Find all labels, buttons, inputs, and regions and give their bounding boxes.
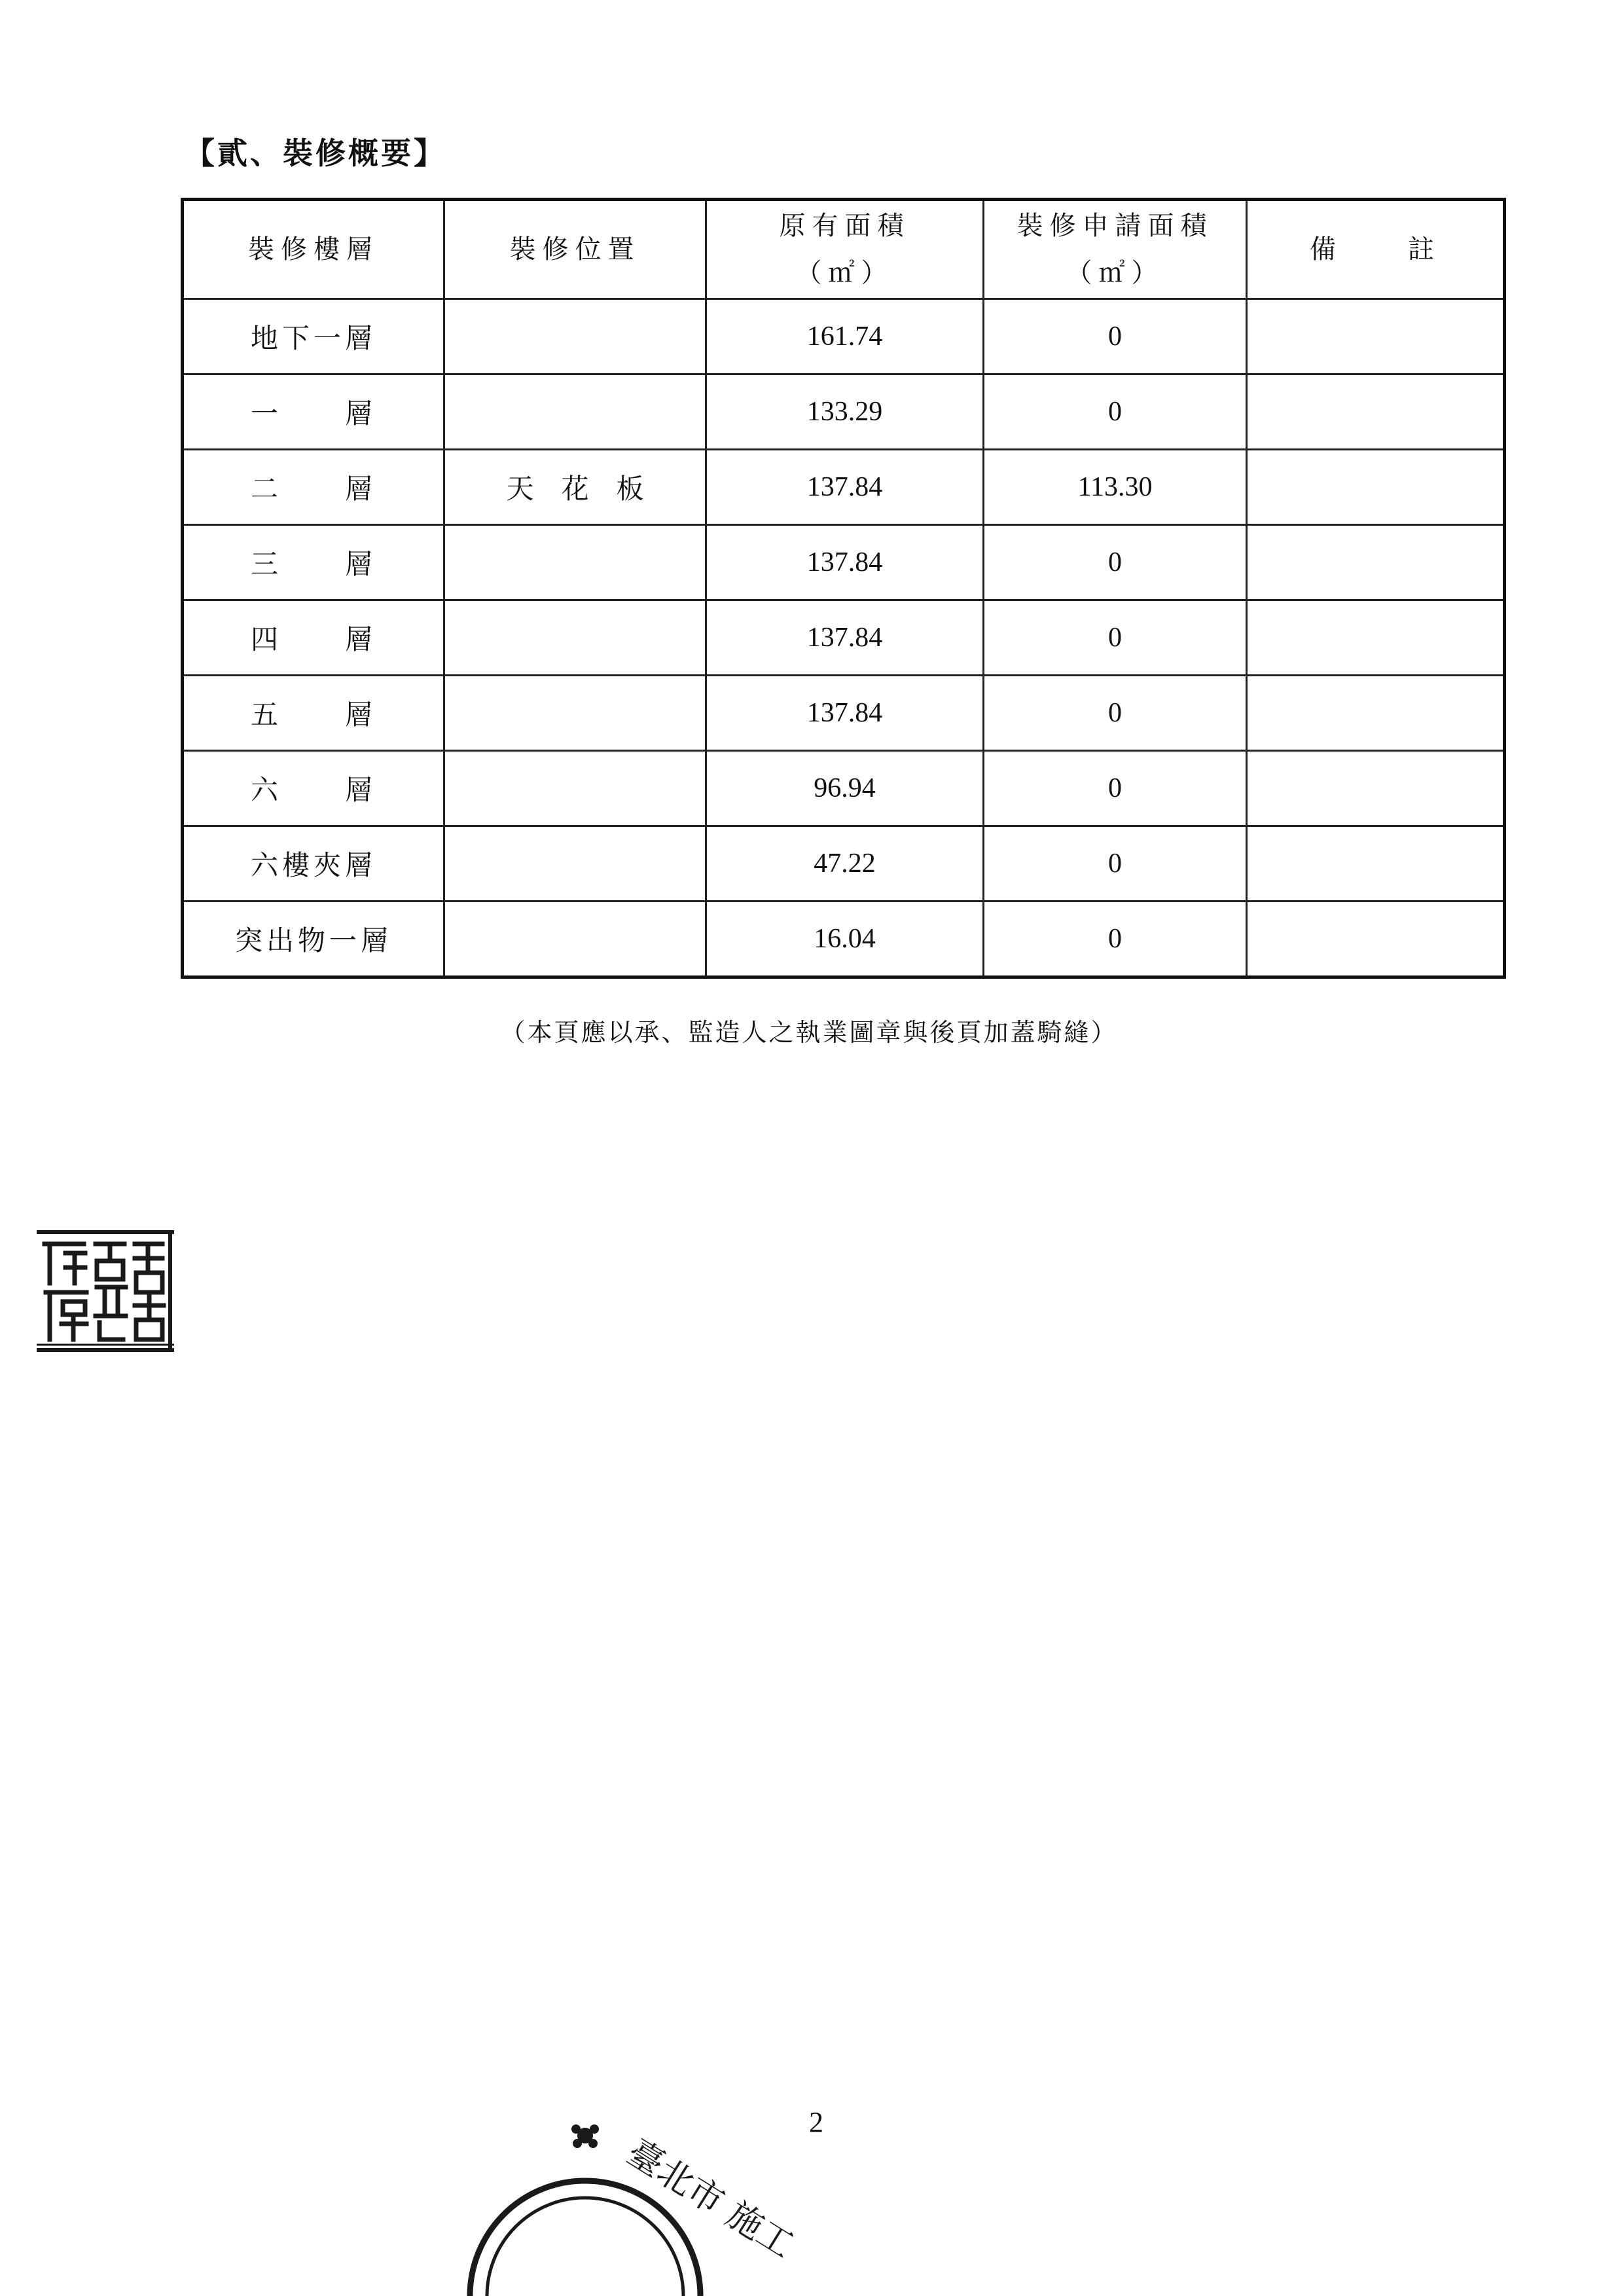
- cell-position: [444, 299, 706, 374]
- cell-floor: 三 層: [183, 525, 444, 600]
- cell-applied-area: 0: [984, 902, 1247, 977]
- table-row: [183, 525, 1505, 600]
- cell-original-area: 96.94: [706, 751, 984, 826]
- cell-floor: 突出物一層: [183, 902, 444, 977]
- square-seal-icon: [37, 1224, 174, 1355]
- header-position: 裝修位置: [444, 200, 706, 299]
- header-original-area-label: 原有面積: [779, 211, 910, 241]
- cell-remarks: [1247, 751, 1505, 826]
- cell-applied-area: 0: [984, 676, 1247, 751]
- cell-original-area: 137.84: [706, 600, 984, 676]
- cell-remarks: [1247, 450, 1505, 525]
- header-remarks: 備 註: [1247, 200, 1505, 299]
- cell-floor: 六 層: [183, 751, 444, 826]
- table-row: [183, 902, 1505, 977]
- seal-instruction-note: （本頁應以承、監造人之執業圖章與後頁加蓋騎縫）: [500, 1018, 1118, 1047]
- table-row: [183, 676, 1505, 751]
- cell-floor: 一 層: [183, 374, 444, 450]
- cell-original-area: 137.84: [706, 676, 984, 751]
- cell-floor: 四 層: [183, 600, 444, 676]
- cell-floor: 二 層: [183, 450, 444, 525]
- header-original-area-unit: （㎡）: [795, 258, 894, 288]
- cell-applied-area: 0: [984, 751, 1247, 826]
- header-applied-area-label: 裝修申請面積: [1016, 211, 1214, 241]
- table-row: [183, 751, 1505, 826]
- table-row: [183, 826, 1505, 902]
- header-applied-area-unit: （㎡）: [1066, 258, 1164, 288]
- cell-original-area: 16.04: [706, 902, 984, 977]
- cell-original-area: 137.84: [706, 450, 984, 525]
- cell-remarks: [1247, 676, 1505, 751]
- table-row: [183, 299, 1505, 374]
- cell-applied-area: 0: [984, 525, 1247, 600]
- cell-applied-area: 0: [984, 374, 1247, 450]
- seal-text-city: 臺北市 施工: [620, 2131, 802, 2267]
- cell-position: 天 花 板: [444, 450, 706, 525]
- cell-applied-area: 0: [984, 826, 1247, 902]
- cell-position: [444, 676, 706, 751]
- cell-position: [444, 751, 706, 826]
- cell-position: [444, 826, 706, 902]
- cell-position: [444, 902, 706, 977]
- section-heading: 【貳、裝修概要】: [185, 136, 446, 171]
- renovation-summary-table: [181, 198, 1506, 979]
- cell-original-area: 47.22: [706, 826, 984, 902]
- table-row: [183, 374, 1505, 450]
- cell-original-area: 161.74: [706, 299, 984, 374]
- round-seal-icon: [461, 2095, 802, 2296]
- cell-applied-area: 113.30: [984, 450, 1247, 525]
- table-row: [183, 450, 1505, 525]
- cell-remarks: [1247, 525, 1505, 600]
- table-row: [183, 600, 1505, 676]
- page-number: 2: [809, 2106, 823, 2138]
- cell-floor: 地下一層: [183, 299, 444, 374]
- cell-remarks: [1247, 600, 1505, 676]
- cell-remarks: [1247, 826, 1505, 902]
- header-original-area: [706, 200, 984, 299]
- header-floor: 裝修樓層: [183, 200, 444, 299]
- cell-position: [444, 374, 706, 450]
- cell-applied-area: 0: [984, 299, 1247, 374]
- cell-remarks: [1247, 299, 1505, 374]
- cell-position: [444, 525, 706, 600]
- cell-floor: 五 層: [183, 676, 444, 751]
- cell-remarks: [1247, 374, 1505, 450]
- cell-floor: 六樓夾層: [183, 826, 444, 902]
- header-applied-area: [984, 200, 1247, 299]
- cell-applied-area: 0: [984, 600, 1247, 676]
- cell-original-area: 133.29: [706, 374, 984, 450]
- cell-original-area: 137.84: [706, 525, 984, 600]
- cell-remarks: [1247, 902, 1505, 977]
- table-header-row: [183, 200, 1505, 299]
- cell-position: [444, 600, 706, 676]
